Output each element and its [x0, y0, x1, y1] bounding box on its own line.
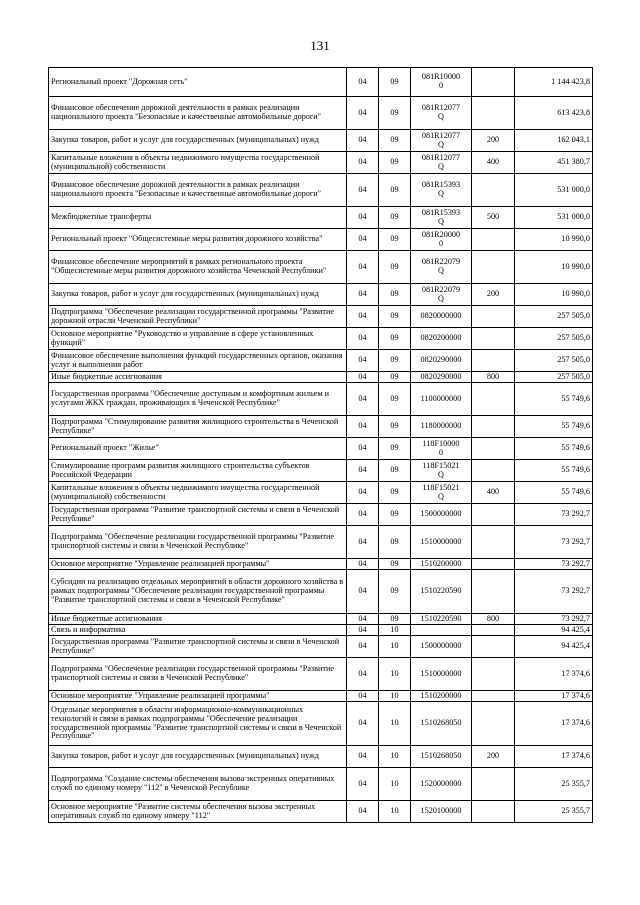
row-name-cell: Региональный проект "Общесистемные меры развития дорожного хозяйства"	[49, 229, 347, 251]
row-name-cell: Основное мероприятие "Управление реализацией программы"	[49, 691, 347, 702]
row-subsection-cell: 10	[379, 768, 411, 801]
row-target-code-cell: 081R12077 Q	[411, 97, 472, 130]
table-row	[49, 801, 593, 823]
row-section-cell: 04	[347, 207, 379, 229]
table-row	[49, 559, 593, 570]
row-target-code-cell: 1510220590	[411, 614, 472, 625]
row-subsection-cell: 09	[379, 416, 411, 438]
row-expense-type-cell	[472, 625, 515, 636]
row-target-code-cell: 081R10000 0	[411, 68, 472, 97]
row-subsection-cell: 10	[379, 702, 411, 746]
row-target-code-cell	[411, 625, 472, 636]
row-name-cell: Закупка товаров, работ и услуг для государственных (муниципальных) нужд	[49, 130, 347, 152]
row-sum-cell: 55 749,6	[515, 383, 593, 416]
row-subsection-cell: 09	[379, 130, 411, 152]
table-row	[49, 284, 593, 306]
row-sum-cell: 1 144 423,8	[515, 68, 593, 97]
row-sum-cell: 10 990,0	[515, 229, 593, 251]
row-expense-type-cell	[472, 658, 515, 691]
table-row	[49, 68, 593, 97]
row-name-cell: Основное мероприятие "Управление реализацией программы"	[49, 559, 347, 570]
row-subsection-cell: 09	[379, 526, 411, 559]
row-section-cell: 04	[347, 460, 379, 482]
row-target-code-cell: 1510220590	[411, 570, 472, 614]
row-sum-cell: 257 505,0	[515, 372, 593, 383]
row-target-code-cell: 1510200000	[411, 691, 472, 702]
table-row	[49, 482, 593, 504]
row-sum-cell: 94 425,4	[515, 636, 593, 658]
row-section-cell: 04	[347, 658, 379, 691]
row-expense-type-cell: 800	[472, 372, 515, 383]
row-subsection-cell: 09	[379, 251, 411, 284]
row-expense-type-cell	[472, 251, 515, 284]
row-subsection-cell: 09	[379, 207, 411, 229]
table-row	[49, 152, 593, 174]
row-subsection-cell: 09	[379, 328, 411, 350]
table-row	[49, 658, 593, 691]
row-subsection-cell: 09	[379, 174, 411, 207]
table-row	[49, 306, 593, 328]
table-row	[49, 416, 593, 438]
budget-table	[48, 67, 593, 823]
row-section-cell: 04	[347, 97, 379, 130]
row-expense-type-cell	[472, 174, 515, 207]
row-section-cell: 04	[347, 768, 379, 801]
row-name-cell: Связь и информатика	[49, 625, 347, 636]
row-target-code-cell: 081R12077 Q	[411, 130, 472, 152]
row-name-cell: Подпрограмма "Обеспечение реализации государственной программы "Развитие дорожной отрасли Чеченской Республики"	[49, 306, 347, 328]
row-name-cell: Подпрограмма "Создание системы обеспечения вызова экстренных оперативных служб по единому номеру "112" в Чеченской Республике	[49, 768, 347, 801]
row-name-cell: Финансовое обеспечение дорожной деятельности в рамках реализации национального проекта "Безопасные и качественные автомобильные дороги"	[49, 174, 347, 207]
table-row	[49, 570, 593, 614]
row-expense-type-cell	[472, 438, 515, 460]
row-expense-type-cell: 800	[472, 614, 515, 625]
row-expense-type-cell	[472, 559, 515, 570]
table-row	[49, 383, 593, 416]
row-sum-cell: 257 505,0	[515, 328, 593, 350]
row-section-cell: 04	[347, 350, 379, 372]
row-section-cell: 04	[347, 372, 379, 383]
row-target-code-cell: 1510268050	[411, 702, 472, 746]
page-number: 131	[310, 38, 330, 53]
row-target-code-cell: 081R12077 Q	[411, 152, 472, 174]
row-section-cell: 04	[347, 306, 379, 328]
row-section-cell: 04	[347, 526, 379, 559]
row-sum-cell: 25 355,7	[515, 801, 593, 823]
row-expense-type-cell	[472, 801, 515, 823]
row-expense-type-cell	[472, 350, 515, 372]
row-expense-type-cell	[472, 526, 515, 559]
row-target-code-cell: 1510000000	[411, 658, 472, 691]
row-section-cell: 04	[347, 416, 379, 438]
row-expense-type-cell: 400	[472, 152, 515, 174]
row-target-code-cell: 1520100000	[411, 801, 472, 823]
row-sum-cell: 17 374,6	[515, 691, 593, 702]
row-section-cell: 04	[347, 614, 379, 625]
row-name-cell: Финансовое обеспечение выполнения функций государственных органов, оказания услуг и выполнения работ	[49, 350, 347, 372]
row-expense-type-cell: 200	[472, 130, 515, 152]
row-section-cell: 04	[347, 691, 379, 702]
row-sum-cell: 73 292,7	[515, 526, 593, 559]
row-target-code-cell: 0820200000	[411, 328, 472, 350]
row-section-cell: 04	[347, 251, 379, 284]
row-section-cell: 04	[347, 625, 379, 636]
row-name-cell: Капитальные вложения в объекты недвижимого имущества государственной (муниципальной) собственности	[49, 482, 347, 504]
row-expense-type-cell	[472, 570, 515, 614]
row-expense-type-cell	[472, 702, 515, 746]
row-sum-cell: 531 000,0	[515, 174, 593, 207]
row-name-cell: Отдельные мероприятия в области информационно-коммуникационных технологий и связи в рамках подпрограммы "Обеспечение реализации государственной программы "Развитие транспортной системы и связи в Чеченской Республике"	[49, 702, 347, 746]
row-section-cell: 04	[347, 702, 379, 746]
row-name-cell: Закупка товаров, работ и услуг для государственных (муниципальных) нужд	[49, 284, 347, 306]
row-target-code-cell: 1500000000	[411, 636, 472, 658]
row-subsection-cell: 10	[379, 746, 411, 768]
row-subsection-cell: 09	[379, 68, 411, 97]
table-row	[49, 350, 593, 372]
row-sum-cell: 55 749,6	[515, 460, 593, 482]
table-row	[49, 625, 593, 636]
row-sum-cell: 10 990,0	[515, 251, 593, 284]
row-name-cell: Государственная программа "Развитие транспортной системы и связи в Чеченской Республике"	[49, 504, 347, 526]
row-section-cell: 04	[347, 328, 379, 350]
row-section-cell: 04	[347, 284, 379, 306]
row-subsection-cell: 10	[379, 691, 411, 702]
row-subsection-cell: 09	[379, 614, 411, 625]
row-name-cell: Иные бюджетные ассигнования	[49, 614, 347, 625]
row-section-cell: 04	[347, 801, 379, 823]
row-name-cell: Основное мероприятие "Руководство и управление в сфере установленных функций"	[49, 328, 347, 350]
row-expense-type-cell	[472, 68, 515, 97]
row-subsection-cell: 09	[379, 383, 411, 416]
row-target-code-cell: 081R15393 Q	[411, 207, 472, 229]
row-expense-type-cell: 200	[472, 284, 515, 306]
row-section-cell: 04	[347, 68, 379, 97]
row-sum-cell: 73 292,7	[515, 559, 593, 570]
table-row	[49, 691, 593, 702]
row-section-cell: 04	[347, 383, 379, 416]
row-target-code-cell: 118F15021 Q	[411, 460, 472, 482]
row-sum-cell: 162 043,1	[515, 130, 593, 152]
table-row	[49, 460, 593, 482]
table-row	[49, 636, 593, 658]
row-subsection-cell: 09	[379, 482, 411, 504]
row-sum-cell: 94 425,4	[515, 625, 593, 636]
row-sum-cell: 257 505,0	[515, 350, 593, 372]
row-sum-cell: 17 374,6	[515, 658, 593, 691]
row-subsection-cell: 09	[379, 284, 411, 306]
row-expense-type-cell	[472, 416, 515, 438]
row-expense-type-cell	[472, 504, 515, 526]
row-name-cell: Межбюджетные трансферты	[49, 207, 347, 229]
row-sum-cell: 531 000,0	[515, 207, 593, 229]
row-expense-type-cell	[472, 691, 515, 702]
row-expense-type-cell	[472, 636, 515, 658]
row-section-cell: 04	[347, 229, 379, 251]
table-row	[49, 328, 593, 350]
table-row	[49, 207, 593, 229]
row-subsection-cell: 09	[379, 559, 411, 570]
table-row	[49, 251, 593, 284]
row-section-cell: 04	[347, 438, 379, 460]
row-subsection-cell: 09	[379, 152, 411, 174]
row-target-code-cell: 081R15393 Q	[411, 174, 472, 207]
row-sum-cell: 613 423,8	[515, 97, 593, 130]
row-name-cell: Подпрограмма "Стимулирование развития жилищного строительства в Чеченской Республике"	[49, 416, 347, 438]
row-sum-cell: 17 374,6	[515, 746, 593, 768]
row-sum-cell: 55 749,6	[515, 416, 593, 438]
row-section-cell: 04	[347, 130, 379, 152]
row-sum-cell: 25 355,7	[515, 768, 593, 801]
row-subsection-cell: 09	[379, 438, 411, 460]
table-row	[49, 438, 593, 460]
row-sum-cell: 10 990,0	[515, 284, 593, 306]
table-row	[49, 702, 593, 746]
row-target-code-cell: 081R20000 0	[411, 229, 472, 251]
row-name-cell: Государственная программа "Развитие транспортной системы и связи в Чеченской Республике"	[49, 636, 347, 658]
row-target-code-cell: 081R22079 Q	[411, 284, 472, 306]
row-expense-type-cell	[472, 306, 515, 328]
table-row	[49, 97, 593, 130]
row-name-cell: Финансовое обеспечение мероприятий в рамках регионального проекта "Общесистемные меры развития дорожного хозяйства Чеченской Республики"	[49, 251, 347, 284]
row-name-cell: Подпрограмма "Обеспечение реализации государственной программы "Развитие транспортной системы и связи в Чеченской Республике"	[49, 658, 347, 691]
table-row	[49, 768, 593, 801]
row-expense-type-cell	[472, 328, 515, 350]
row-expense-type-cell	[472, 768, 515, 801]
row-target-code-cell: 118F15021 Q	[411, 482, 472, 504]
table-row	[49, 174, 593, 207]
row-sum-cell: 17 374,6	[515, 702, 593, 746]
row-target-code-cell: 1500000000	[411, 504, 472, 526]
row-subsection-cell: 10	[379, 658, 411, 691]
row-section-cell: 04	[347, 482, 379, 504]
row-subsection-cell: 10	[379, 636, 411, 658]
row-sum-cell: 55 749,6	[515, 438, 593, 460]
row-name-cell: Государственная программа "Обеспечение доступным и комфортным жильем и услугами ЖКХ граждан, проживающих в Чеченской Республике"	[49, 383, 347, 416]
row-expense-type-cell	[472, 383, 515, 416]
row-name-cell: Закупка товаров, работ и услуг для государственных (муниципальных) нужд	[49, 746, 347, 768]
row-name-cell: Основное мероприятие "Развитие системы обеспечения вызова экстренных оперативных служб по единому номеру "112"	[49, 801, 347, 823]
row-sum-cell: 73 292,7	[515, 570, 593, 614]
row-name-cell: Подпрограмма "Обеспечение реализации государственной программы "Развитие транспортной системы и связи в Чеченской Республике"	[49, 526, 347, 559]
row-subsection-cell: 09	[379, 372, 411, 383]
row-target-code-cell: 081R22079 Q	[411, 251, 472, 284]
row-target-code-cell: 1510268050	[411, 746, 472, 768]
budget-table-body	[49, 68, 593, 823]
row-name-cell: Капитальные вложения в объекты недвижимого имущества государственной (муниципальной) собственности	[49, 152, 347, 174]
table-row	[49, 504, 593, 526]
row-expense-type-cell: 500	[472, 207, 515, 229]
row-expense-type-cell	[472, 97, 515, 130]
row-expense-type-cell	[472, 229, 515, 251]
row-subsection-cell: 09	[379, 460, 411, 482]
row-subsection-cell: 10	[379, 625, 411, 636]
row-section-cell: 04	[347, 746, 379, 768]
row-target-code-cell: 118F10000 0	[411, 438, 472, 460]
table-row	[49, 614, 593, 625]
row-subsection-cell: 09	[379, 504, 411, 526]
row-name-cell: Финансовое обеспечение дорожной деятельности в рамках реализации национального проекта "Безопасные и качественные автомобильные дороги"	[49, 97, 347, 130]
row-sum-cell: 73 292,7	[515, 614, 593, 625]
row-subsection-cell: 09	[379, 97, 411, 130]
row-section-cell: 04	[347, 504, 379, 526]
row-name-cell: Региональный проект "Дорожная сеть"	[49, 68, 347, 97]
table-row	[49, 526, 593, 559]
row-expense-type-cell: 200	[472, 746, 515, 768]
table-row	[49, 229, 593, 251]
table-row	[49, 372, 593, 383]
row-section-cell: 04	[347, 559, 379, 570]
row-target-code-cell: 1520000000	[411, 768, 472, 801]
row-sum-cell: 451 380,7	[515, 152, 593, 174]
row-target-code-cell: 1100000000	[411, 383, 472, 416]
row-target-code-cell: 0820290000	[411, 350, 472, 372]
row-target-code-cell: 0820000000	[411, 306, 472, 328]
row-section-cell: 04	[347, 570, 379, 614]
row-name-cell: Региональный проект "Жилье"	[49, 438, 347, 460]
table-row	[49, 130, 593, 152]
row-target-code-cell: 1510200000	[411, 559, 472, 570]
row-name-cell: Стимулирование программ развития жилищного строительства субъектов Российской Федерации	[49, 460, 347, 482]
row-subsection-cell: 09	[379, 229, 411, 251]
row-sum-cell: 55 749,6	[515, 482, 593, 504]
row-subsection-cell: 09	[379, 350, 411, 372]
row-target-code-cell: 0820290000	[411, 372, 472, 383]
row-name-cell: Субсидии на реализацию отдельных мероприятий в области дорожного хозяйства в рамках подпрограммы "Обеспечение реализации государственной программы "Развитие транспортной системы и связи в Чеченской Республике"	[49, 570, 347, 614]
row-name-cell: Иные бюджетные ассигнования	[49, 372, 347, 383]
row-section-cell: 04	[347, 174, 379, 207]
row-expense-type-cell	[472, 460, 515, 482]
row-target-code-cell: 1510000000	[411, 526, 472, 559]
row-subsection-cell: 09	[379, 306, 411, 328]
row-subsection-cell: 09	[379, 570, 411, 614]
table-row	[49, 746, 593, 768]
row-sum-cell: 73 292,7	[515, 504, 593, 526]
row-sum-cell: 257 505,0	[515, 306, 593, 328]
row-subsection-cell: 10	[379, 801, 411, 823]
row-expense-type-cell: 400	[472, 482, 515, 504]
row-section-cell: 04	[347, 152, 379, 174]
row-target-code-cell: 1180000000	[411, 416, 472, 438]
row-section-cell: 04	[347, 636, 379, 658]
